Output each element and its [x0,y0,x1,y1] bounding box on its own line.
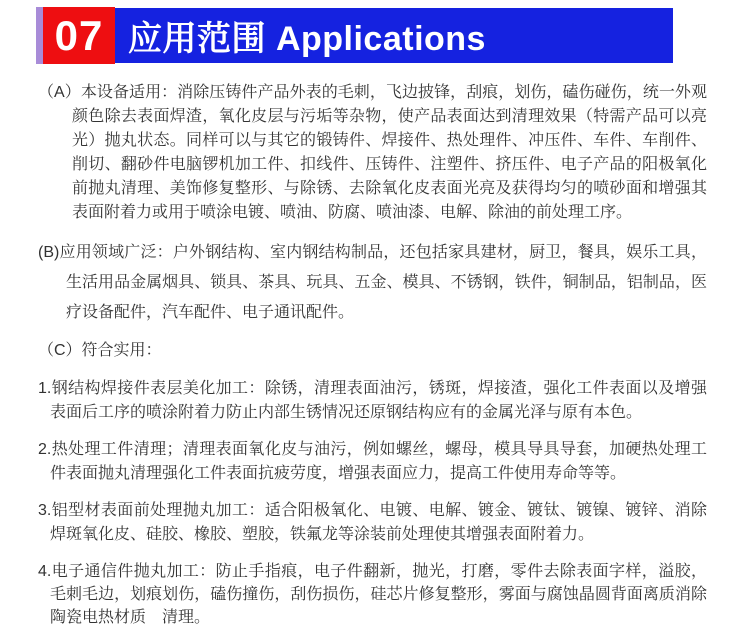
paragraph-c: （C）符合实用： [38,342,162,359]
accent-bar [36,7,43,64]
paragraph-b: (B)应用领域广泛：户外钢结构、室内钢结构制品，还包括家具建材，厨卫，餐具，娱乐工具，生活用品金属烟具、锁具、茶具、玩具、五金、模具、不锈钢，铁件，铜制品，铝制品，医疗设备配件，汽车配件、电子通讯配件。 [38,244,707,321]
section-number: 07 [54,11,104,59]
section-number-box [43,7,115,64]
paragraph-item-4: 4.电子通信件抛丸加工：防止手指痕，电子件翻新，抛光，打磨，零件去除表面字样，溢胶，毛刺毛边，划痕划伤，磕伤撞伤，刮伤损伤，硅芯片修复整形，雾面与腐蚀晶圆背面离质消除陶瓷电热材质 清理。 [38,563,707,626]
body-content [0,64,740,629]
page-title: 应用范围 Applications [128,20,486,58]
paragraph-item-1: 1.钢结构焊接件表层美化加工：除锈，清理表面油污，锈斑，焊接渣，强化工件表面以及增强表面后工序的喷涂附着力防止内部生锈情况还原钢结构应有的金属光泽与原有本色。 [38,380,707,421]
section-header [36,7,740,64]
paragraph-item-3: 3.铝型材表面前处理抛丸加工：适合阳极氧化、电镀、电解、镀金、镀钛、镀镍、镀锌、消除焊斑氧化皮、硅胶、橡胶、塑胶，铁氟龙等涂装前处理使其增强表面附着力。 [38,502,707,543]
paragraph-a: （A）本设备适用：消除压铸件产品外表的毛刺，飞边披锋，刮痕，划伤，磕伤碰伤，统一外观颜色除去表面焊渣，氧化皮层与污垢等杂物，使产品表面达到清理效果（特需产品可以亮光）抛丸状态。同样可以与其它的锻铸件、焊接件、热处理件、冲压件、车件、车削件、削切、翻砂件电脑锣机加工件、扣线件、压铸件、注塑件、挤压件、电子产品的阳极氧化前抛丸清理、美饰修复整形、与除锈、去除氧化皮表面光亮及获得均匀的喷砂面和增强其表面附着力或用于喷涂电镀、喷油、防腐、喷油漆、电解、除油的前处理工序。 [38,84,707,221]
title-banner [115,8,673,63]
paragraph-item-2: 2.热处理工件清理；清理表面氧化皮与油污，例如螺丝，螺母，模具导具导套，加硬热处理工件表面抛丸清理强化工件表面抗疲劳度，增强表面应力，提高工件使用寿命等等。 [38,441,707,482]
